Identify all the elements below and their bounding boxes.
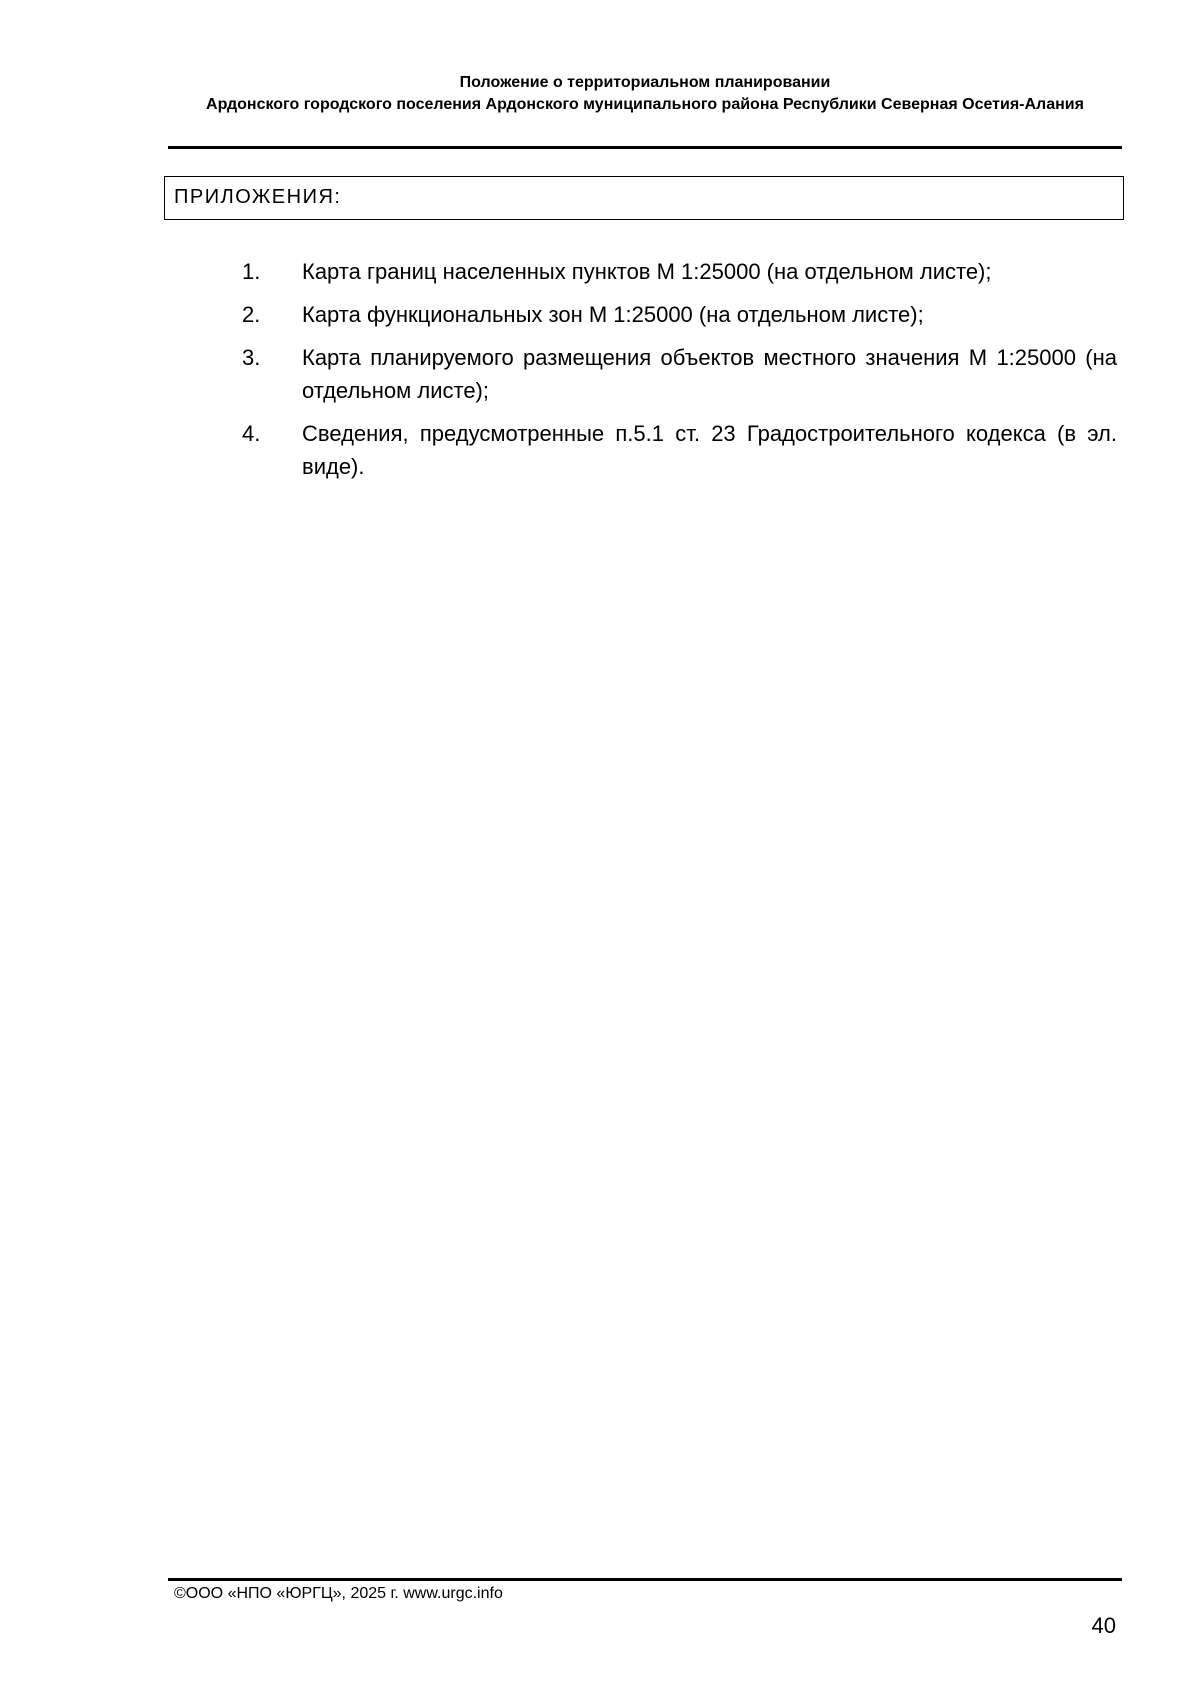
footer-divider xyxy=(168,1578,1122,1581)
appendix-list xyxy=(242,255,1117,493)
section-title: ПРИЛОЖЕНИЯ: xyxy=(174,186,342,208)
page-number: 40 xyxy=(1091,1613,1116,1638)
section-title-box xyxy=(164,176,1124,220)
list-item-number: 1. xyxy=(242,259,261,284)
list-item-text: Карта планируемого размещения объектов местного значения М 1:25000 (на отдельном листе); xyxy=(302,345,1117,403)
list-item xyxy=(242,255,1117,288)
list-item-text: Сведения, предусмотренные п.5.1 ст. 23 Градостроительного кодекса (в эл. виде). xyxy=(302,421,1117,479)
document-header xyxy=(168,72,1122,116)
list-item-text: Карта функциональных зон М 1:25000 (на отдельном листе); xyxy=(302,302,924,327)
header-divider xyxy=(168,146,1122,149)
header-subtitle: Ардонского городского поселения Ардонского муниципального района Республики Северная Осетия-Алания xyxy=(206,96,1084,113)
header-title: Положение о территориальном планировании xyxy=(459,74,831,91)
list-item xyxy=(242,341,1117,407)
list-item xyxy=(242,298,1117,331)
list-item xyxy=(242,417,1117,483)
footer-copyright: ©ООО «НПО «ЮРГЦ», 2025 г. www.urgc.info xyxy=(174,1585,503,1602)
list-item-number: 3. xyxy=(242,345,261,370)
list-item-number: 4. xyxy=(242,421,261,446)
list-item-text: Карта границ населенных пунктов М 1:25000 (на отдельном листе); xyxy=(302,259,992,284)
list-item-number: 2. xyxy=(242,302,261,327)
